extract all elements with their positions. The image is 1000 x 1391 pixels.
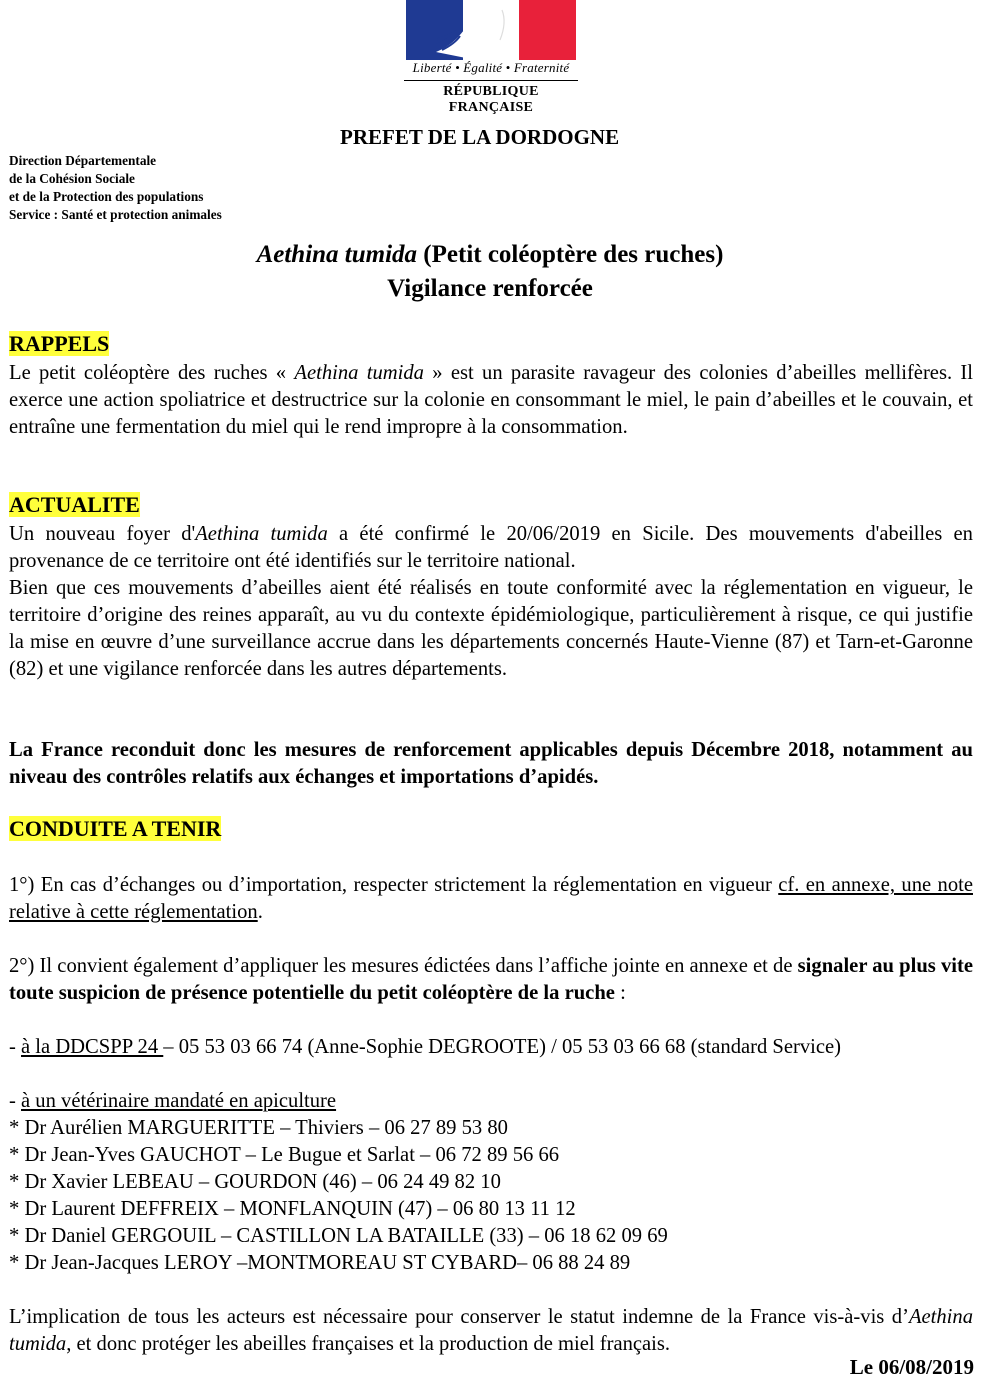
rappels-species: Aethina tumida — [294, 362, 424, 384]
republic-name: RÉPUBLIQUE FRANÇAISE — [404, 80, 578, 116]
prefet-heading: PREFET DE LA DORDOGNE — [340, 125, 620, 149]
conduite-item-2-end: : — [614, 982, 626, 1004]
direction-line: Direction Départementale — [9, 153, 157, 168]
list-item: * Dr Laurent DEFFREIX – MONFLANQUIN (47) – 06 80 13 11 12 — [9, 1198, 576, 1220]
list-item: * Dr Daniel GERGOUIL – CASTILLON LA BATAILLE (33) – 06 18 62 09 69 — [9, 1225, 668, 1247]
vet-heading — [9, 1088, 336, 1115]
actualite-heading-text: ACTUALITE — [9, 492, 140, 517]
conduite-item-2-bold: signaler au plus vite toute suspicion de présence potentielle du petit coléoptère de la ruche — [9, 955, 973, 1004]
list-item: * Dr Xavier LEBEAU – GOURDON (46) – 06 24 49 82 10 — [9, 1171, 501, 1193]
vet-dash: - — [9, 1090, 22, 1112]
title-line-2: Vigilance renforcée — [387, 275, 593, 302]
direction-line: Service : Santé et protection animales — [9, 207, 222, 222]
actualite-p1-pre: Un nouveau foyer d' — [9, 523, 196, 545]
conduite-item-2 — [9, 953, 973, 1007]
direction-line: de la Cohésion Sociale — [9, 171, 135, 186]
marianne-logo — [404, 0, 578, 115]
republic-motto: Liberté • Égalité • Fraternité — [412, 60, 570, 75]
title-line-1 — [0, 238, 980, 272]
closing-species: Aethina tumida — [9, 1306, 973, 1355]
actualite-heading — [9, 492, 140, 518]
marianne-flag-icon — [406, 0, 576, 60]
list-item: * Dr Jean-Yves GAUCHOT – Le Bugue et Sarlat – 06 72 89 56 66 — [9, 1144, 560, 1166]
conduite-item-1-end: . — [257, 901, 263, 923]
closing-post: , et donc protéger les abeilles françaises et la production de miel français. — [66, 1333, 671, 1355]
title-species: Aethina tumida — [256, 241, 418, 268]
ddcspp-contact — [9, 1034, 841, 1061]
conduite-item-1-text: 1°) En cas d’échanges ou d’importation, respecter strictement la réglementation en vigueur — [9, 874, 779, 896]
direction-block — [9, 152, 222, 224]
vet-link[interactable]: à un vétérinaire mandaté en apiculture — [21, 1090, 337, 1112]
conduite-item-1 — [9, 872, 973, 926]
rappels-paragraph — [9, 360, 973, 441]
direction-line: et de la Protection des populations — [9, 189, 204, 204]
list-item: * Dr Jean-Jacques LEROY –MONTMOREAU ST CYBARD– 06 88 24 89 — [9, 1252, 631, 1274]
actualite-p1-post: a été confirmé le 20/06/2019 en Sicile. Des mouvements d'abeilles en provenance de ce territoire ont été identifiés sur le territoire national. — [9, 523, 973, 572]
document-title — [0, 238, 980, 306]
document-date: Le 06/08/2019 — [849, 1355, 974, 1379]
ddcspp-link[interactable]: à la DDCSPP 24 — [21, 1036, 164, 1058]
rappels-text-pre: Le petit coléoptère des ruches « — [9, 362, 295, 384]
conduite-heading-text: CONDUITE A TENIR — [9, 816, 222, 841]
rappels-text-post: » est un parasite ravageur des colonies d’abeilles mellifères. Il exerce une action spoliatrice et destructrice sur la colonie en consommant le miel, le pain d’abeilles et le couvain, et entraîne une fermentation du miel qui le rend impropre à la consommation. — [9, 362, 973, 438]
conduite-item-2-text: 2°) Il convient également d’appliquer les mesures édictées dans l’affiche jointe en annexe et de — [9, 955, 798, 977]
title-rest: (Petit coléoptère des ruches) — [417, 241, 724, 268]
closing-pre: L’implication de tous les acteurs est nécessaire pour conserver le statut indemne de la France vis-à-vis d’ — [9, 1306, 909, 1328]
reglementation-note-link[interactable]: cf. en annexe, une note relative à cette réglementation — [9, 874, 973, 923]
rappels-heading — [9, 331, 109, 357]
list-item: * Dr Aurélien MARGUERITTE – Thiviers – 06 27 89 53 80 — [9, 1117, 508, 1139]
actualite-paragraph-1 — [9, 521, 973, 575]
ddcspp-phones: – 05 53 03 66 74 (Anne-Sophie DEGROOTE) / 05 53 03 66 68 (standard Service) — [163, 1036, 842, 1058]
actualite-paragraph-3: La France reconduit donc les mesures de renforcement applicables depuis Décembre 2018, notamment au niveau des contrôles relatifs aux échanges et importations d’apidés. — [9, 739, 973, 788]
rappels-heading-text: RAPPELS — [9, 331, 110, 356]
conduite-heading — [9, 816, 221, 842]
actualite-paragraph-2: Bien que ces mouvements d’abeilles aient été réalisés en toute conformité avec la réglementation en vigueur, le territoire d’origine des reines apparaît, au vu du contexte épidémiologique, particulièrement à risque, ce qui justifie la mise en œuvre d’une surveillance accrue dans les départements concernés Haute-Vienne (87) et Tarn-et-Garonne (82) et une vigilance renforcée dans les autres départements. — [9, 577, 973, 680]
closing-paragraph — [9, 1304, 973, 1358]
ddcspp-dash: - — [9, 1036, 22, 1058]
actualite-species: Aethina tumida — [195, 523, 328, 545]
